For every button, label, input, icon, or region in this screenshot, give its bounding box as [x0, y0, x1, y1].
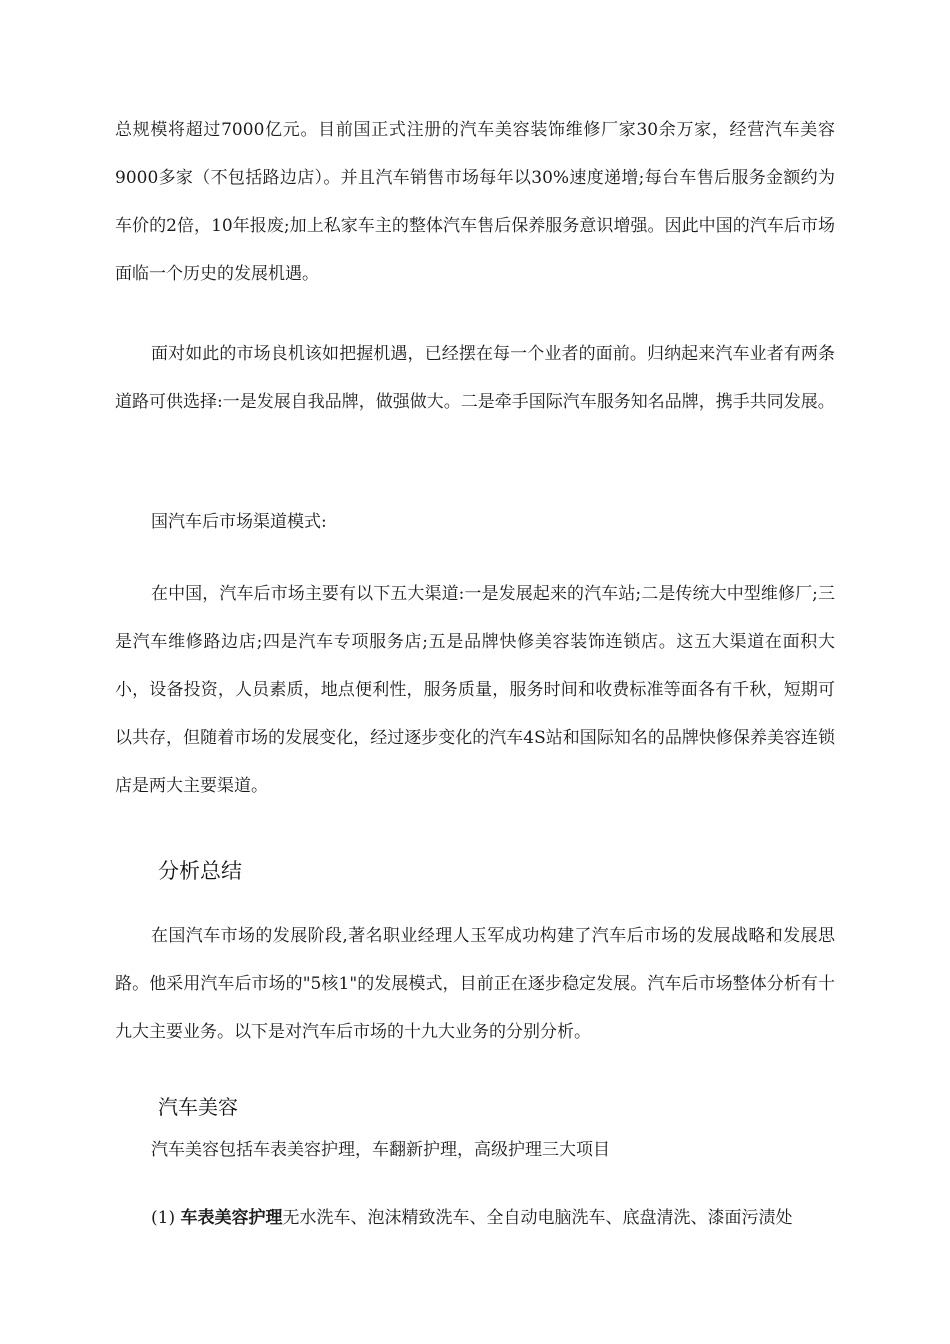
list-item-text: 无水洗车、泡沫精致洗车、全自动电脑洗车、底盘清洗、漆面污渍处 [282, 1208, 793, 1228]
paragraph-market-size: 总规模将超过7000亿元。目前国正式注册的汽车美容装饰维修厂家30余万家，经营汽车美容9000多家（不包括路边店）。并且汽车销售市场每年以30%速度递增;每台车售后服务金额约为车价的2倍，10年报废;加上私家车主的整体汽车售后保养服务意识增强。因此中国的汽车后市场面临一个历史的发展机遇。 [115, 120, 835, 284]
paragraph-channels: 在中国，汽车后市场主要有以下五大渠道:一是发展起来的汽车站;二是传统大中型维修厂;三是汽车维修路边店;四是汽车专项服务店;五是品牌快修美容装饰连锁店。这五大渠道在面积大小，设备投资，人员素质，地点便利性，服务质量，服务时间和收费标准等面各有千秋，短期可以共存，但随着市场的发展变化，经过逐步变化的汽车4S站和国际知名的品牌快修保养美容连锁店是两大主要渠道。 [115, 584, 835, 796]
list-item-title: 车表美容护理 [180, 1208, 283, 1228]
paragraph-car-beauty-intro: 汽车美容包括车表美容护理，车翻新护理，高级护理三大项目 [151, 1140, 610, 1160]
paragraph-channel-intro: 国汽车后市场渠道模式: [151, 512, 327, 532]
section-heading-car-beauty: 汽车美容 [158, 1095, 238, 1119]
section-heading-analysis: 分析总结 [158, 859, 242, 883]
list-item-number: (1) [151, 1208, 181, 1228]
paragraph-analysis: 在国汽车市场的发展阶段,著名职业经理人玉军成功构建了汽车后市场的发展战略和发展思路。他采用汽车后市场的"5核1"的发展模式，目前正在逐步稳定发展。汽车后市场整体分析有十九大主要业务。以下是对汽车后市场的十九大业务的分别分析。 [115, 926, 835, 1042]
list-item-surface-care [151, 1203, 792, 1233]
paragraph-opportunity: 面对如此的市场良机该如把握机遇，已经摆在每一个业者的面前。归纳起来汽车业者有两条道路可供选择:一是发展自我品牌，做强做大。二是牵手国际汽车服务知名品牌，携手共同发展。 [115, 344, 835, 412]
